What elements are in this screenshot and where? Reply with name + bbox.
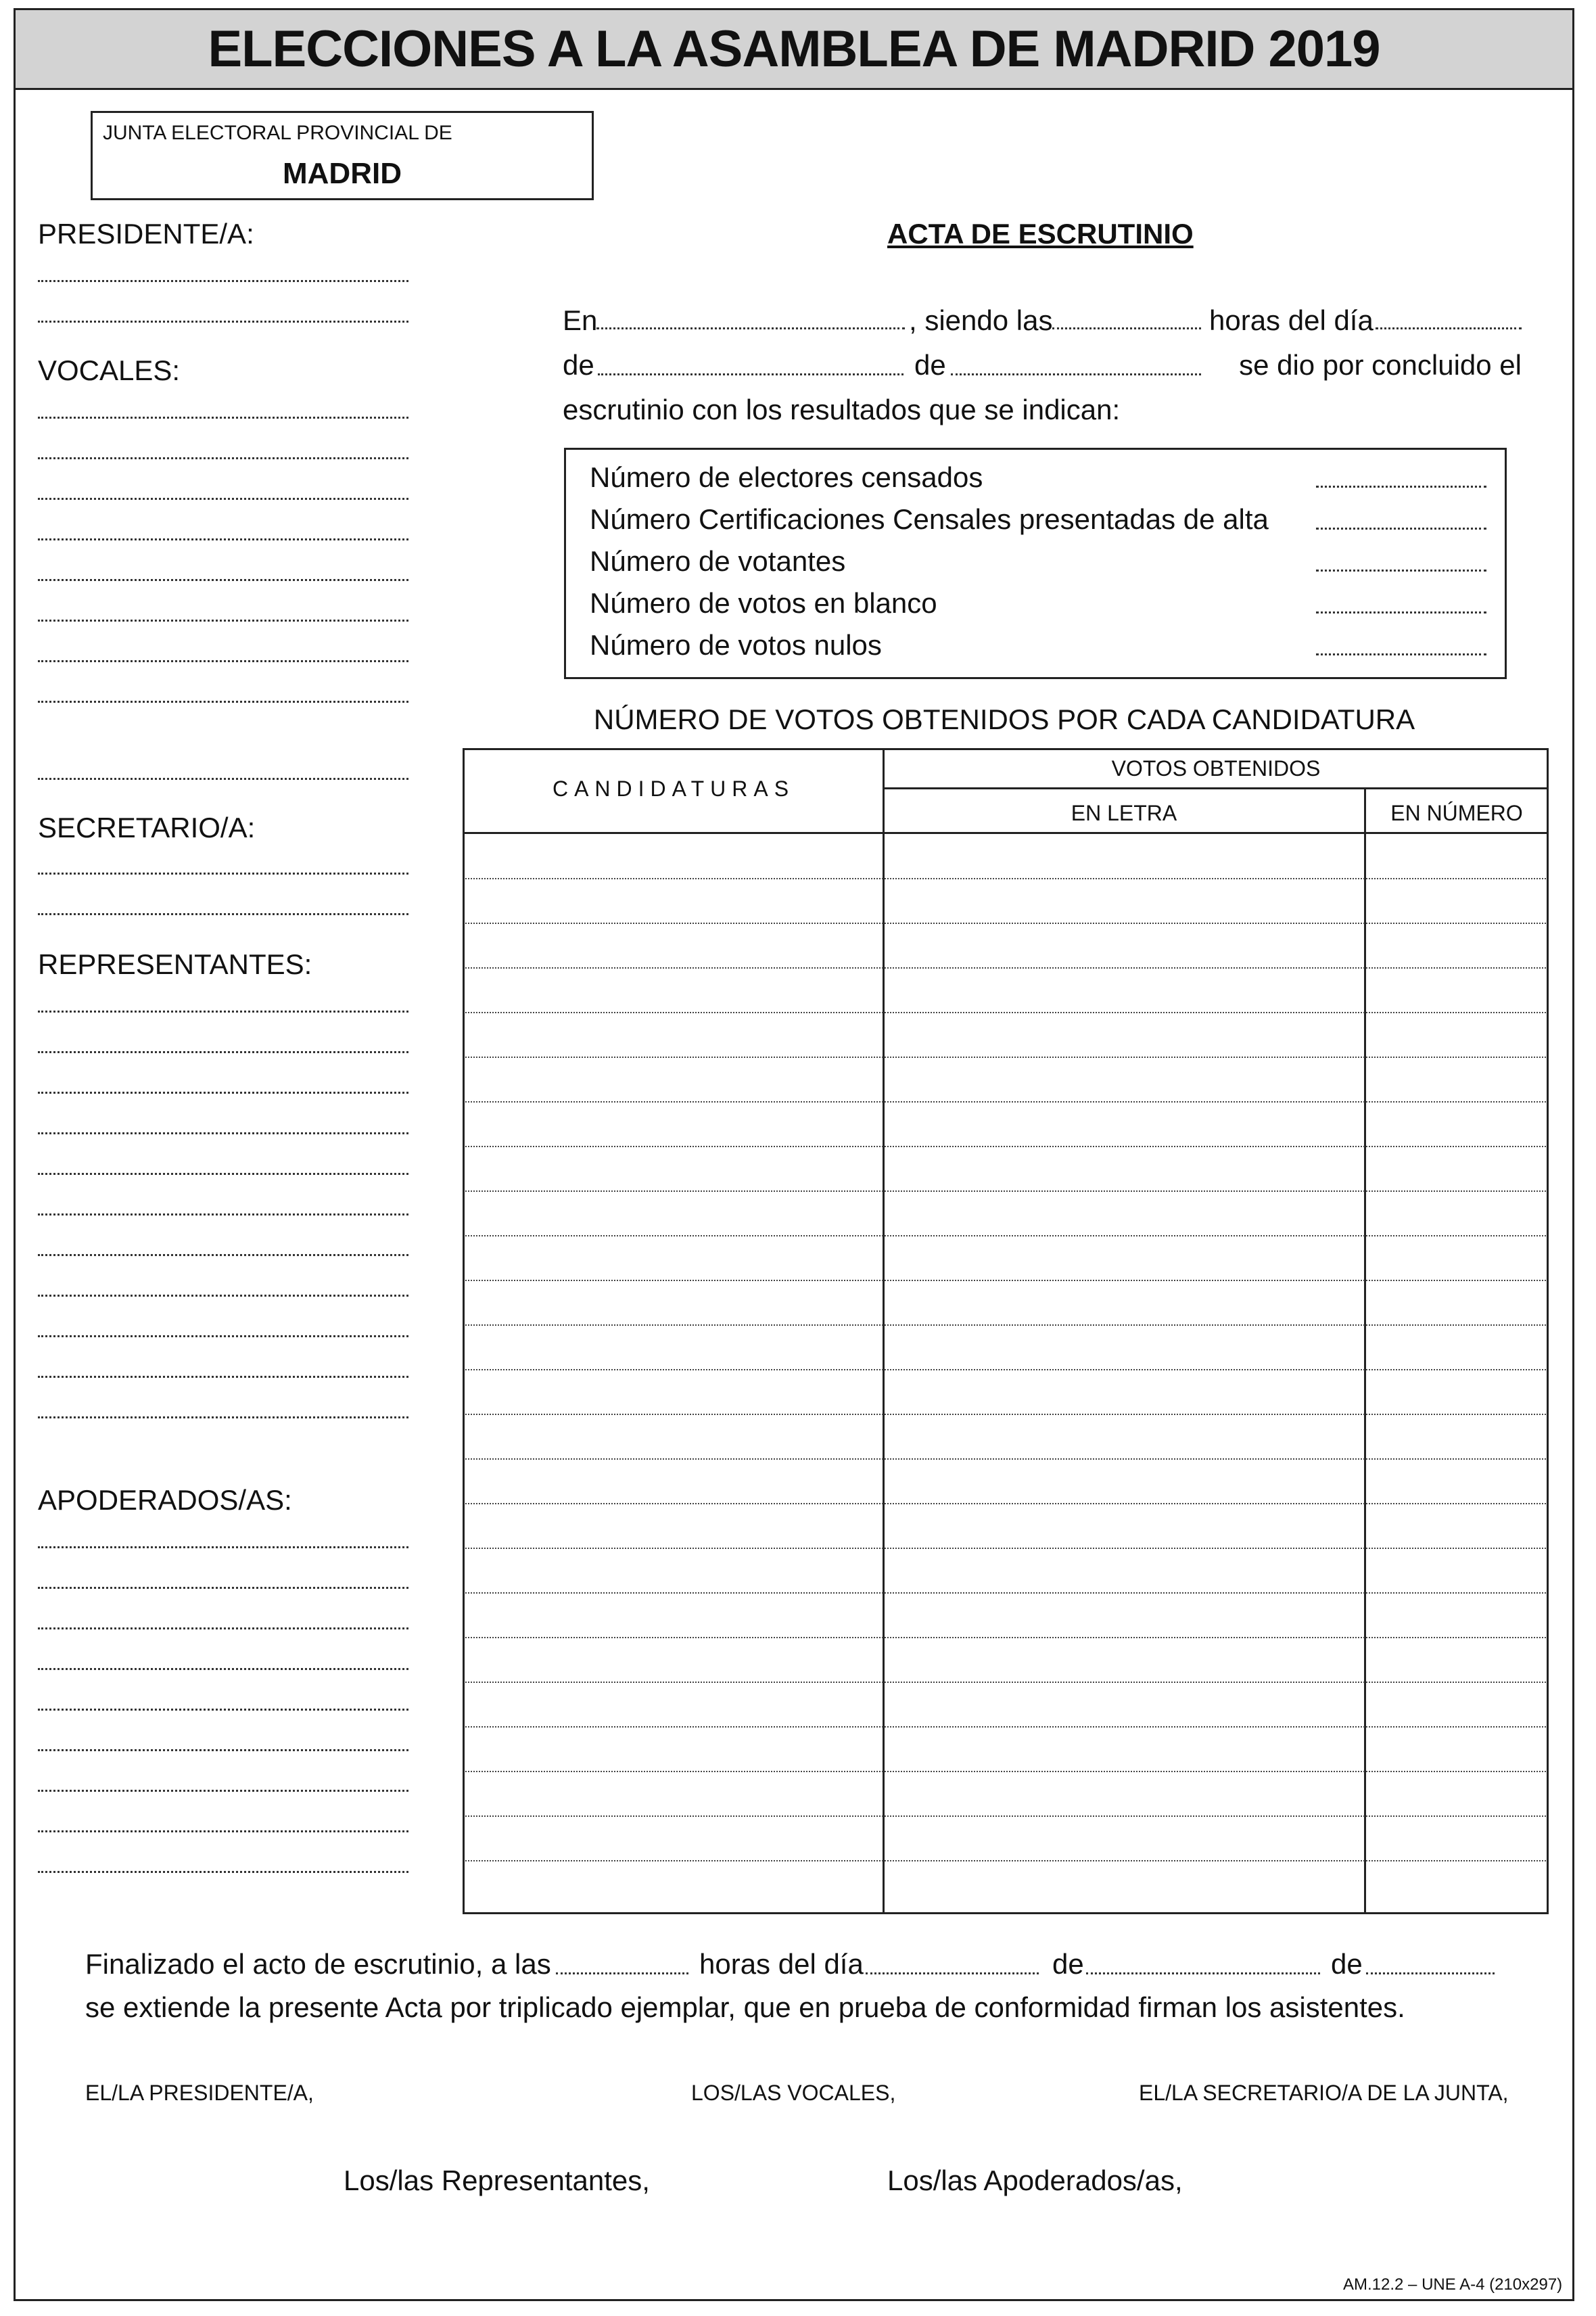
table-row-line[interactable] (465, 1860, 1546, 1861)
left-dotted-line[interactable] (38, 1749, 408, 1751)
acta-escrutinio-line: escrutinio con los resultados que se indican: (563, 394, 1121, 425)
result-blanco: Número de votos en blanco (590, 587, 937, 619)
table-row-line[interactable] (465, 1771, 1546, 1772)
junta-label: JUNTA ELECTORAL PROVINCIAL DE (103, 122, 452, 144)
table-header-line (463, 832, 1549, 834)
left-dotted-line[interactable] (38, 1871, 408, 1873)
result-votantes-field[interactable] (1316, 570, 1486, 572)
left-dotted-line[interactable] (38, 701, 408, 703)
secretario-label: SECRETARIO/A: (38, 812, 256, 843)
signature-secretario: EL/LA SECRETARIO/A DE LA JUNTA, (1139, 2081, 1509, 2105)
closing-hora-field[interactable] (556, 1972, 688, 1974)
acta-mes-field[interactable] (598, 373, 903, 375)
result-certificaciones-field[interactable] (1316, 528, 1486, 530)
table-row-line[interactable] (465, 1057, 1546, 1058)
closing-horas-del-dia: horas del día (699, 1948, 864, 1980)
apoderados-label: APODERADOS/AS: (38, 1484, 292, 1516)
acta-de-2: de (914, 349, 946, 381)
left-dotted-line[interactable] (38, 1132, 408, 1134)
votes-table-title: NÚMERO DE VOTOS OBTENIDOS POR CADA CANDIDATURA (593, 703, 1415, 735)
closing-finalizado: Finalizado el acto de escrutinio, a las (85, 1948, 551, 1980)
left-dotted-line[interactable] (38, 873, 408, 875)
left-dotted-line[interactable] (38, 321, 408, 323)
left-dotted-line[interactable] (38, 417, 408, 419)
acta-concluido: se dio por concluido el (1239, 349, 1522, 381)
left-dotted-line[interactable] (38, 1790, 408, 1792)
signature-presidente: EL/LA PRESIDENTE/A, (85, 2081, 314, 2105)
table-row-line[interactable] (465, 1280, 1546, 1281)
table-row-line[interactable] (465, 1682, 1546, 1683)
result-electores-field[interactable] (1316, 486, 1486, 488)
acta-en: En (563, 304, 598, 336)
acta-hora-field[interactable] (1052, 327, 1201, 329)
result-electores: Número de electores censados (590, 461, 983, 493)
left-dotted-line[interactable] (38, 1830, 408, 1832)
left-dotted-line[interactable] (38, 1668, 408, 1670)
table-row-line[interactable] (465, 1414, 1546, 1415)
left-dotted-line[interactable] (38, 1173, 408, 1175)
table-row-line[interactable] (465, 1190, 1546, 1192)
left-dotted-line[interactable] (38, 913, 408, 915)
left-dotted-line[interactable] (38, 1416, 408, 1418)
table-header-subline (883, 787, 1549, 789)
page-title: ELECCIONES A LA ASAMBLEA DE MADRID 2019 (208, 20, 1380, 78)
left-dotted-line[interactable] (38, 1627, 408, 1629)
acta-heading: ACTA DE ESCRUTINIO (887, 218, 1194, 250)
vocales-label: VOCALES: (38, 354, 181, 386)
table-row-line[interactable] (465, 1146, 1546, 1147)
closing-dia-field[interactable] (866, 1972, 1039, 1974)
presidente-label: PRESIDENTE/A: (38, 218, 254, 250)
left-dotted-line[interactable] (38, 457, 408, 459)
left-dotted-line[interactable] (38, 620, 408, 622)
table-row-line[interactable] (465, 1503, 1546, 1504)
acta-de-1: de (563, 349, 594, 381)
table-row-line[interactable] (465, 1548, 1546, 1549)
en-numero-header: EN NÚMERO (1390, 801, 1523, 825)
left-dotted-line[interactable] (38, 1335, 408, 1337)
closing-de-2: de (1331, 1948, 1363, 1980)
left-dotted-line[interactable] (38, 538, 408, 540)
table-row-line[interactable] (465, 1101, 1546, 1103)
table-row-line[interactable] (465, 1815, 1546, 1817)
left-dotted-line[interactable] (38, 280, 408, 282)
signature-apoderados: Los/las Apoderados/as, (887, 2164, 1183, 2196)
table-row-line[interactable] (465, 1458, 1546, 1460)
left-dotted-line[interactable] (38, 660, 408, 662)
left-dotted-line[interactable] (38, 778, 408, 780)
table-row-line[interactable] (465, 1235, 1546, 1236)
table-row-line[interactable] (465, 923, 1546, 924)
left-dotted-line[interactable] (38, 1213, 408, 1215)
representantes-label: REPRESENTANTES: (38, 948, 312, 980)
left-dotted-line[interactable] (38, 1376, 408, 1378)
left-dotted-line[interactable] (38, 498, 408, 500)
table-row-line[interactable] (465, 878, 1546, 879)
left-dotted-line[interactable] (38, 1254, 408, 1256)
result-nulos: Número de votos nulos (590, 629, 882, 661)
left-dotted-line[interactable] (38, 579, 408, 581)
table-row-line[interactable] (465, 967, 1546, 969)
left-dotted-line[interactable] (38, 1709, 408, 1711)
closing-de-1: de (1052, 1948, 1084, 1980)
table-row-line[interactable] (465, 1637, 1546, 1638)
left-dotted-line[interactable] (38, 1051, 408, 1053)
en-letra-header: EN LETRA (1071, 801, 1177, 825)
table-row-line[interactable] (465, 1369, 1546, 1370)
closing-anio-field[interactable] (1366, 1972, 1495, 1974)
footer-code: AM.12.2 – UNE A-4 (210x297) (1343, 2275, 1563, 2294)
acta-anio-field[interactable] (951, 373, 1201, 375)
result-votantes: Número de votantes (590, 545, 846, 577)
table-row-line[interactable] (465, 1012, 1546, 1013)
signature-representantes: Los/las Representantes, (344, 2164, 650, 2196)
left-dotted-line[interactable] (38, 1587, 408, 1589)
left-dotted-line[interactable] (38, 1295, 408, 1297)
junta-value: MADRID (283, 157, 402, 190)
left-dotted-line[interactable] (38, 1546, 408, 1548)
result-certificaciones: Número Certificaciones Censales presentadas de alta (590, 503, 1269, 535)
candidaturas-header: CANDIDATURAS (552, 777, 795, 801)
table-divider-letra-numero (1364, 789, 1366, 1914)
signature-vocales: LOS/LAS VOCALES, (691, 2081, 896, 2105)
acta-horas-del-dia: horas del día (1209, 304, 1374, 336)
closing-line-2: se extiende la presente Acta por triplicado ejemplar, que en prueba de conformidad firman los asistentes. (85, 1991, 1405, 2023)
closing-mes-field[interactable] (1086, 1972, 1320, 1974)
left-dotted-line[interactable] (38, 1092, 408, 1094)
left-dotted-line[interactable] (38, 1011, 408, 1013)
acta-dia-field[interactable] (1376, 327, 1522, 329)
table-row-line[interactable] (465, 1324, 1546, 1326)
table-row-line[interactable] (465, 1726, 1546, 1728)
result-nulos-field[interactable] (1316, 653, 1486, 655)
acta-siendo-las: , siendo las (909, 304, 1053, 336)
votos-obtenidos-header: VOTOS OBTENIDOS (1111, 756, 1321, 781)
result-blanco-field[interactable] (1316, 611, 1486, 613)
table-row-line[interactable] (465, 1592, 1546, 1594)
acta-en-field[interactable] (596, 327, 905, 329)
